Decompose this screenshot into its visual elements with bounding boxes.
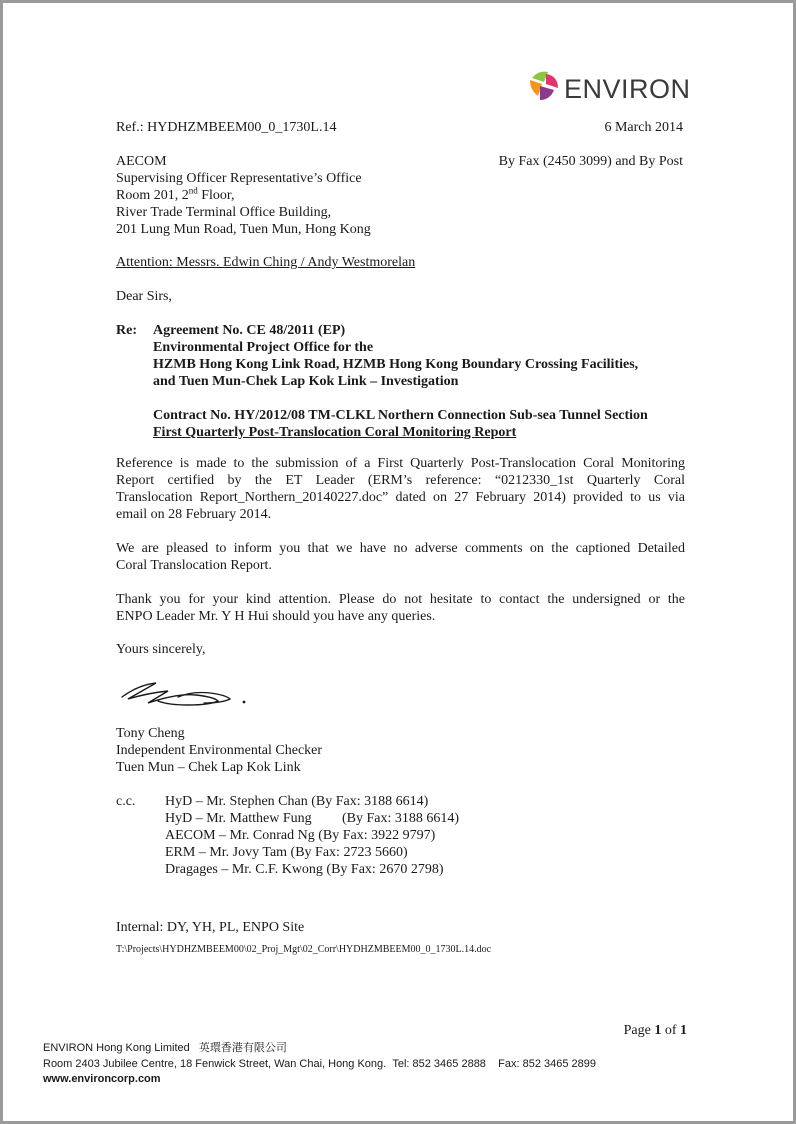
fax-note: By Fax (2450 3099) and By Post	[498, 154, 683, 169]
address-line-2: Supervising Officer Representative’s Office	[116, 171, 362, 186]
re-line-3: HZMB Hong Kong Link Road, HZMB Hong Kong Boundary Crossing Facilities,	[153, 357, 639, 372]
paragraph-comments	[116, 540, 685, 574]
re-line-1: Agreement No. CE 48/2011 (EP)	[153, 323, 346, 338]
file-path: T:\Projects\HYDHZMBEEM00\02_Proj_Mgt\02_Corr\HYDHZMBEEM00_0_1730L.14.doc	[116, 944, 492, 955]
paragraph-reference	[116, 455, 685, 523]
re-line-6: First Quarterly Post-Translocation Coral Monitoring Report	[153, 425, 517, 440]
signatory-name: Tony Cheng	[116, 726, 185, 741]
paragraph-line: Report certified by the ET Leader (ERM’s reference: “0212330_1st Quarterly Coral	[116, 473, 685, 488]
address-line-1: AECOM	[116, 154, 167, 169]
closing: Yours sincerely,	[116, 642, 206, 657]
re-line-5: Contract No. HY/2012/08 TM-CLKL Northern Connection Sub-sea Tunnel Section	[153, 408, 648, 423]
paragraph-line: Translocation Report_Northern_20140227.doc” dated on 27 February 2014) provided to us via	[116, 490, 685, 505]
signatory-project: Tuen Mun – Chek Lap Kok Link	[116, 760, 301, 775]
paragraph-line: We are pleased to inform you that we have no adverse comments on the captioned Detailed	[116, 541, 685, 556]
paragraph-line: email on 28 February 2014.	[116, 507, 272, 522]
environ-logo-text: ENVIRON	[564, 74, 691, 104]
footer-company-chinese: 英環香港有限公司	[198, 1042, 287, 1054]
environ-logo-icon	[528, 68, 562, 104]
reference-number: Ref.: HYDHZMBEEM00_0_1730L.14	[116, 120, 337, 135]
re-line-2: Environmental Project Office for the	[153, 340, 374, 355]
signatory-title: Independent Environmental Checker	[116, 743, 323, 758]
re-line-4: and Tuen Mun-Chek Lap Kok Link – Investigation	[153, 374, 459, 389]
paragraph-thanks	[116, 591, 685, 625]
cc-recipient: ERM – Mr. Jovy Tam (By Fax: 2723 5660)	[165, 845, 408, 860]
paragraph-line: Thank you for your kind attention. Please do not hesitate to contact the undersigned or the	[116, 592, 685, 607]
cc-recipient: HyD – Mr. Matthew Fung	[165, 811, 312, 826]
cc-recipient: AECOM – Mr. Conrad Ng (By Fax: 3922 9797)	[165, 828, 436, 843]
cc-recipient: HyD – Mr. Stephen Chan (By Fax: 3188 6614)	[165, 794, 429, 809]
signature-image	[118, 675, 253, 715]
paragraph-line: Coral Translocation Report.	[116, 558, 272, 573]
salutation: Dear Sirs,	[116, 289, 172, 304]
cc-label: c.c.	[116, 794, 136, 809]
address-line-3: Room 201, 2nd Floor,	[116, 185, 235, 203]
internal-distribution: Internal: DY, YH, PL, ENPO Site	[116, 920, 305, 935]
environ-logo	[528, 68, 691, 108]
footer-company: ENVIRON Hong Kong Limited 英環香港有限公司	[43, 1042, 287, 1054]
paragraph-line: Reference is made to the submission of a First Quarterly Post-Translocation Coral Monitoring	[116, 456, 685, 471]
cc-recipient: Dragages – Mr. C.F. Kwong (By Fax: 2670 2798)	[165, 862, 444, 877]
page-number: Page 1 of 1	[623, 1023, 687, 1038]
cc-recipient-fax: (By Fax: 3188 6614)	[342, 811, 460, 826]
footer-address: Room 2403 Jubilee Centre, 18 Fenwick Street, Wan Chai, Hong Kong. Tel: 852 3465 2888 Fax: 852 3465 2899	[43, 1058, 597, 1070]
attention-line: Attention: Messrs. Edwin Ching / Andy Westmorelan	[116, 255, 416, 270]
letter-date: 6 March 2014	[604, 120, 683, 135]
address-line-4: River Trade Terminal Office Building,	[116, 205, 332, 220]
re-label: Re:	[116, 323, 137, 338]
address-line-5: 201 Lung Mun Road, Tuen Mun, Hong Kong	[116, 222, 371, 237]
paragraph-line: ENPO Leader Mr. Y H Hui should you have any queries.	[116, 609, 436, 624]
footer-website: www.environcorp.com	[43, 1073, 161, 1085]
